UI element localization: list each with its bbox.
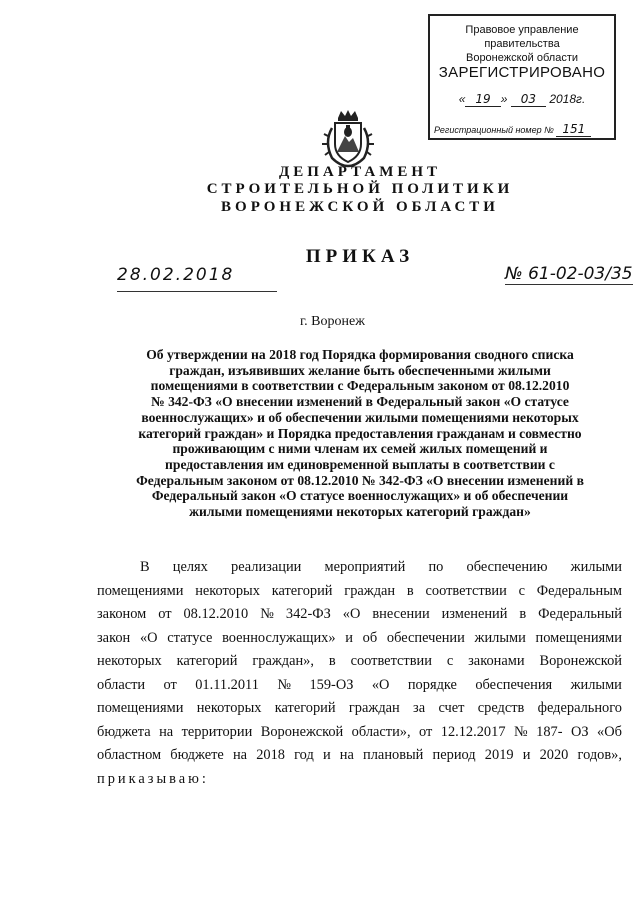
title-line: граждан, изъявивших желание быть обеспеченными жилыми bbox=[169, 362, 551, 378]
body-word: помещениями bbox=[97, 700, 184, 716]
body-word: «О bbox=[342, 606, 361, 622]
body-word: счет bbox=[438, 700, 465, 716]
body-word: помещениями bbox=[535, 629, 622, 646]
body-word: соответствии bbox=[350, 653, 432, 669]
body-word: от bbox=[163, 676, 177, 693]
body-word: годов», bbox=[577, 747, 622, 763]
body-word: средств bbox=[477, 700, 525, 716]
order-date: 28.02.2018 bbox=[117, 265, 277, 292]
title-line: Федеральный закон «О статусе военнослужащих» и об обеспечении bbox=[151, 488, 569, 504]
body-word: Федеральный bbox=[538, 606, 622, 622]
body-word: № bbox=[260, 606, 274, 622]
body-word: ОЗ bbox=[570, 723, 589, 740]
body-word: 01.11.2011 bbox=[195, 676, 259, 693]
body-word: законами bbox=[468, 653, 525, 669]
body-word: 2018 bbox=[256, 747, 285, 763]
body-word: на bbox=[232, 747, 248, 763]
body-word: от bbox=[158, 606, 172, 622]
body-line bbox=[97, 627, 622, 651]
body-word: и bbox=[522, 747, 531, 763]
order-title bbox=[98, 347, 622, 520]
title-line: помещениями в соответствии с Федеральным законом от 08.12.2010 bbox=[150, 378, 570, 394]
body-line bbox=[97, 580, 622, 604]
body-line bbox=[97, 744, 622, 768]
body-word: области bbox=[97, 676, 146, 693]
body-line bbox=[97, 697, 622, 721]
body-word: категорий bbox=[274, 700, 336, 716]
body-word: № bbox=[513, 723, 528, 740]
body-word: на bbox=[159, 723, 174, 740]
body-word: плановый bbox=[363, 747, 424, 763]
registration-stamp bbox=[428, 14, 616, 140]
body-word: статусе bbox=[167, 629, 213, 646]
stamp-reg-label: Регистрационный номер № bbox=[434, 125, 554, 135]
body-word: областном bbox=[97, 747, 162, 763]
coat-of-arms-icon bbox=[318, 108, 378, 170]
body-word: целях bbox=[172, 559, 208, 575]
body-word: № bbox=[277, 676, 292, 693]
department-name-line1: ДЕПАРТАМЕНТ bbox=[278, 164, 442, 180]
body-word: закон bbox=[97, 629, 131, 646]
title-line: категорий граждан» и Порядка предоставления гражданам и совместно bbox=[138, 425, 582, 441]
body-word: за bbox=[413, 700, 426, 716]
body-word: в bbox=[328, 653, 336, 669]
body-word: бюджета bbox=[97, 723, 151, 740]
body-line bbox=[97, 603, 622, 627]
city: г. Воронеж bbox=[300, 314, 365, 329]
body-word: 08.12.2010 bbox=[183, 606, 249, 622]
department-name-line2: СТРОИТЕЛЬНОЙ ПОЛИТИКИ bbox=[206, 181, 514, 197]
body-word: 12.12.2017 bbox=[440, 723, 506, 740]
body-line bbox=[97, 674, 622, 698]
order-body bbox=[97, 556, 622, 791]
body-word: области», bbox=[351, 723, 411, 740]
title-line: предоставления им единовременной выплаты в соответствии с bbox=[165, 456, 555, 472]
stamp-registration bbox=[434, 122, 591, 136]
body-word: обеспечения bbox=[475, 676, 553, 693]
title-line: Федеральным законом от 08.12.2010 № 342-ФЗ «О внесении изменений в bbox=[136, 472, 584, 488]
body-word: территории bbox=[181, 723, 253, 740]
body-word: законом bbox=[97, 606, 147, 622]
body-word: Воронежской bbox=[539, 653, 622, 669]
body-word: граждан», bbox=[252, 653, 314, 669]
stamp-date-month: 03 bbox=[511, 92, 546, 107]
body-line bbox=[97, 650, 622, 674]
body-word: некоторых bbox=[196, 700, 262, 716]
body-word: категорий bbox=[176, 653, 238, 669]
body-word: внесении bbox=[372, 606, 430, 622]
body-word: помещениями bbox=[97, 582, 184, 599]
department-name-line3: ВОРОНЕЖСКОЙ ОБЛАСТИ bbox=[221, 199, 499, 215]
body-word: порядке bbox=[407, 676, 457, 693]
body-line bbox=[97, 556, 622, 580]
stamp-status: ЗАРЕГИСТРИРОВАНО bbox=[438, 64, 606, 81]
body-word: граждан bbox=[348, 700, 400, 716]
body-word: жилыми bbox=[570, 676, 622, 693]
body-word: 159-ОЗ bbox=[309, 676, 354, 693]
title-line: военнослужащих» и об обеспечении жилыми помещениями некоторых bbox=[141, 409, 579, 425]
title-line: № 342-ФЗ «О внесении изменений в Федеральный закон «О статусе bbox=[151, 394, 569, 410]
body-word: от bbox=[419, 723, 433, 740]
body-word: категорий bbox=[271, 582, 333, 599]
body-word: 187- bbox=[536, 723, 563, 740]
body-word: в bbox=[406, 582, 414, 599]
body-word: год bbox=[294, 747, 314, 763]
body-word: В bbox=[140, 559, 150, 575]
body-word: 2020 bbox=[539, 747, 569, 763]
body-word: жилыми bbox=[474, 629, 526, 646]
body-word: с bbox=[518, 582, 525, 599]
body-word: об bbox=[362, 629, 378, 646]
stamp-organization: Правовое управление правительства Воронежской области bbox=[465, 24, 579, 64]
body-line bbox=[97, 721, 622, 745]
stamp-date-day: 19 bbox=[465, 92, 500, 107]
body-word: в bbox=[519, 606, 527, 622]
body-word: и bbox=[345, 629, 353, 646]
body-word: соответствии bbox=[425, 582, 507, 599]
body-word: «О bbox=[371, 676, 390, 693]
body-word: жилыми bbox=[570, 559, 622, 575]
body-word: по bbox=[428, 559, 444, 575]
body-word: граждан bbox=[344, 582, 396, 599]
title-line: проживающим с ними членам их семей жилых помещений и bbox=[172, 441, 548, 457]
body-word: мероприятий bbox=[324, 559, 406, 575]
body-word: военнослужащих» bbox=[222, 629, 336, 646]
body-word: «О bbox=[139, 629, 158, 646]
body-word: 342-ФЗ bbox=[285, 606, 331, 622]
body-word: Федеральным bbox=[536, 582, 622, 599]
stamp-date: « 19 » 03 2018г. bbox=[458, 92, 586, 106]
body-word: 2019 bbox=[484, 747, 514, 763]
body-word: и bbox=[322, 747, 331, 763]
body-word: Воронежской bbox=[260, 723, 344, 740]
document-type: ПРИКАЗ bbox=[305, 246, 415, 267]
body-word: обеспечению bbox=[466, 559, 548, 575]
body-word: «Об bbox=[597, 723, 622, 740]
body-word: некоторых bbox=[97, 653, 162, 669]
body-word: бюджете bbox=[170, 747, 224, 763]
title-line: жилыми помещениями некоторых категорий граждан» bbox=[189, 504, 531, 520]
title-line: Об утверждении на 2018 год Порядка формирования сводного списка bbox=[146, 347, 574, 362]
order-number: № 61-02-03/35 bbox=[505, 264, 633, 284]
body-word: реализации bbox=[231, 559, 302, 575]
stamp-reg-number: 151 bbox=[556, 122, 591, 137]
body-word: некоторых bbox=[195, 582, 260, 599]
body-word: период bbox=[432, 747, 476, 763]
body-word: на bbox=[339, 747, 354, 763]
body-word: федерального bbox=[537, 700, 622, 716]
body-word: с bbox=[446, 653, 454, 669]
body-line-final: приказываю: bbox=[97, 770, 209, 787]
body-word: изменений bbox=[441, 606, 508, 622]
stamp-date-year: 2018г. bbox=[549, 92, 586, 106]
body-word: обеспечении bbox=[386, 629, 465, 646]
